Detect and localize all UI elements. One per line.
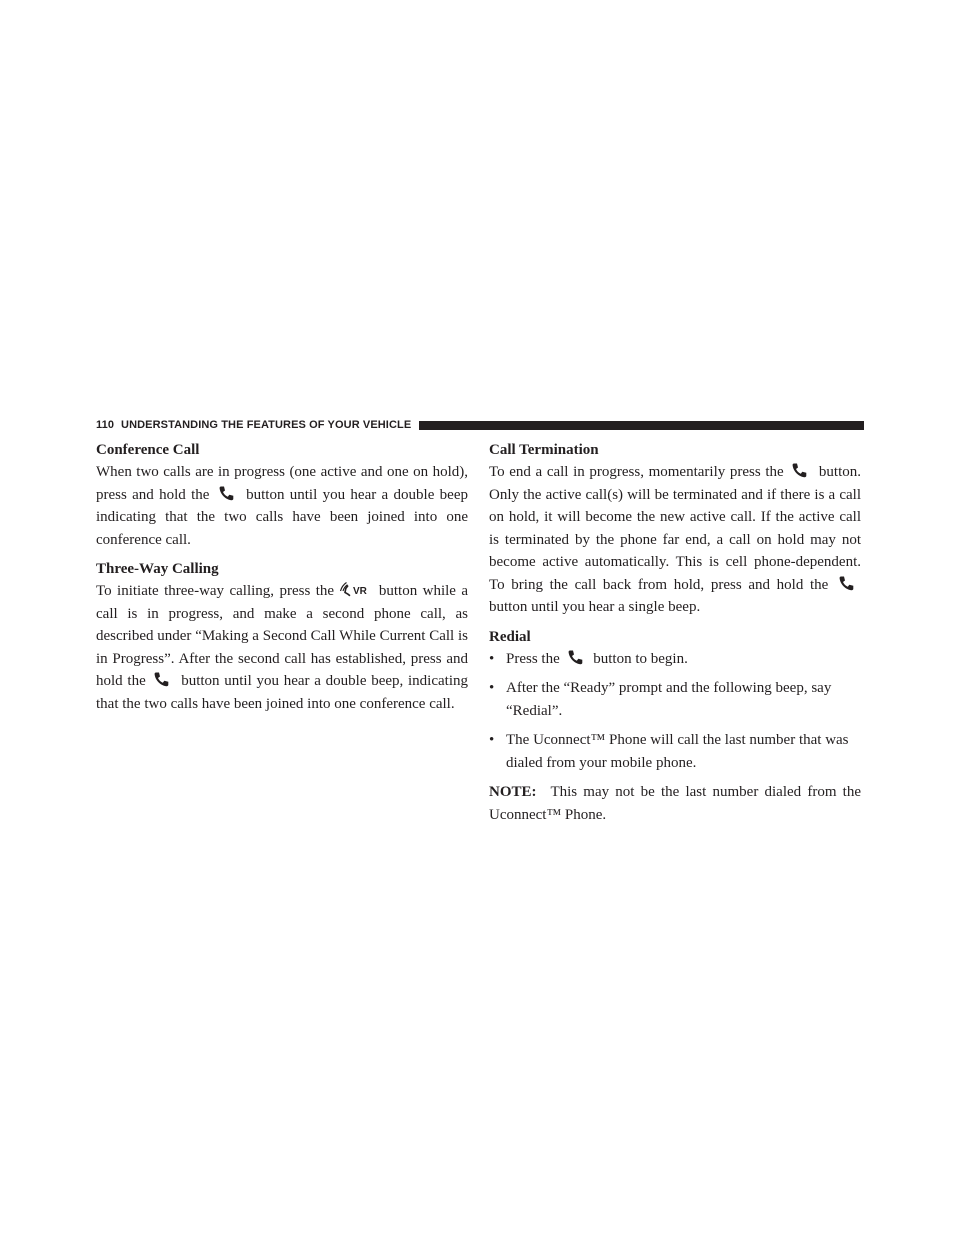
list-item	[489, 729, 861, 774]
redial-step-3-text: The Uconnect™ Phone will call the last number that was dialed from your mobile phone.	[506, 732, 849, 771]
right-column	[489, 440, 861, 834]
conference-text-1: When two calls are in progress (one active and one on hold), press and hold the	[96, 464, 468, 503]
redial-step-2-text: After the “Ready” prompt and the following beep, say “Redial”.	[506, 680, 832, 719]
conference-text-2: button until you hear a double beep indicating that the two calls have been joined into one conference call.	[96, 486, 468, 548]
page-number: 110	[96, 419, 115, 431]
phone-icon	[788, 462, 814, 478]
conference-call-paragraph	[96, 461, 468, 551]
left-column	[96, 440, 468, 723]
termination-text-2: button. Only the active call(s) will be terminated and if there is a call on hold, it will become the new active call. If the active call is terminated by the phone far end, a call on hold may not become active automatically. This is cell phone-dependent. To bring the call back from hold, press and hold the	[489, 464, 862, 593]
list-item	[489, 677, 861, 722]
page-header	[96, 418, 864, 432]
three-way-text-1: To initiate three-way calling, press the	[96, 583, 340, 599]
termination-text-3: button until you hear a single beep.	[489, 599, 701, 615]
conference-call-heading: Conference Call	[96, 442, 200, 458]
voice-icon-label: VR	[353, 586, 368, 597]
phone-icon	[564, 649, 590, 665]
three-way-calling-paragraph	[96, 580, 468, 715]
phone-icon	[215, 485, 241, 501]
chapter-title: UNDERSTANDING THE FEATURES OF YOUR VEHICLE	[121, 419, 412, 431]
redial-step-1-text-end: button to begin.	[593, 650, 688, 667]
phone-icon	[835, 575, 861, 591]
list-item	[489, 648, 861, 671]
redial-heading: Redial	[489, 628, 531, 645]
note-text: This may not be the last number dialed from the Uconnect™ Phone.	[489, 784, 861, 823]
call-termination-heading: Call Termination	[489, 442, 599, 458]
header-rule	[419, 421, 864, 430]
redial-step-1-text: Press the	[506, 650, 564, 667]
three-way-text-3: button until you hear a double beep, indicating that the two calls have been joined into one conference call.	[96, 673, 469, 712]
note-paragraph	[489, 781, 861, 826]
three-way-text-2: button while a call is in progress, and make a second phone call, as described under “Making a Second Call While Current Call is in Progress”. After the second call has established, press and hold the	[96, 583, 469, 689]
phone-icon	[150, 671, 176, 687]
note-label: NOTE:	[489, 784, 537, 800]
termination-text-1: To end a call in progress, momentarily press the	[489, 464, 789, 480]
redial-steps	[489, 648, 861, 775]
voice-recognition-icon	[339, 581, 373, 597]
three-way-calling-heading: Three-Way Calling	[96, 561, 219, 577]
call-termination-paragraph	[489, 461, 861, 619]
